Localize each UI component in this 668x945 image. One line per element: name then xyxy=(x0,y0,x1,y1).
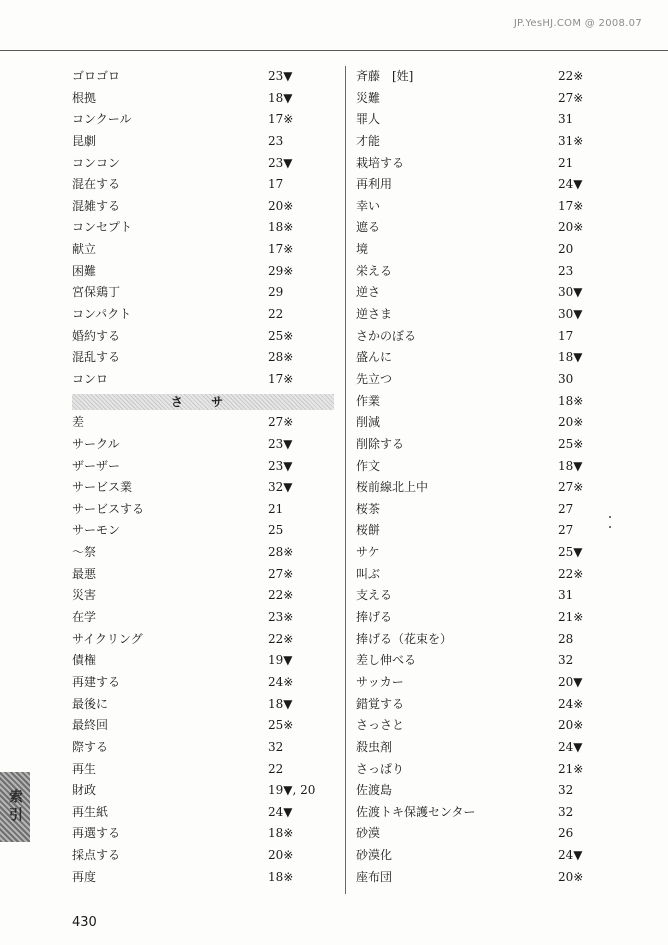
watermark-text: JP.YesHJ.COM @ 2008.07 xyxy=(513,18,642,29)
index-page-ref: 26 xyxy=(558,826,574,841)
index-page-ref: 23▼ xyxy=(268,436,293,451)
index-entry xyxy=(356,239,596,261)
index-page-ref: 29※ xyxy=(268,263,294,278)
index-term: 最終回 xyxy=(72,718,109,733)
index-page-ref: 22※ xyxy=(268,631,294,646)
index-term: さっさと xyxy=(356,718,405,733)
index-entry xyxy=(356,607,596,629)
index-entry xyxy=(72,347,334,369)
index-entry xyxy=(356,629,596,651)
index-entry xyxy=(72,607,334,629)
side-tab-label: 索引 xyxy=(7,789,23,825)
index-term: 栄える xyxy=(356,263,393,278)
index-term: 砂漠化 xyxy=(356,848,393,863)
index-entry xyxy=(356,217,596,239)
index-entry xyxy=(356,391,596,413)
index-term: 桜餅 xyxy=(356,523,381,538)
index-page-ref: 21 xyxy=(268,501,284,516)
column-divider xyxy=(345,66,346,894)
index-term: 再選する xyxy=(72,826,121,841)
index-page-ref: 32▼ xyxy=(268,480,293,495)
index-page-ref: 23 xyxy=(268,133,284,148)
index-entry xyxy=(356,845,596,867)
index-side-tab xyxy=(0,772,30,842)
index-entry xyxy=(356,174,596,196)
index-page-ref: 25※ xyxy=(268,718,294,733)
index-entry xyxy=(356,131,596,153)
index-entry xyxy=(72,282,334,304)
index-entry xyxy=(72,456,334,478)
index-entry xyxy=(72,174,334,196)
index-page-ref: 30▼ xyxy=(558,307,583,322)
index-entry xyxy=(356,499,596,521)
index-entry xyxy=(72,217,334,239)
index-entry xyxy=(72,845,334,867)
index-page-ref: 17※ xyxy=(268,371,294,386)
index-entry xyxy=(72,239,334,261)
index-term: 栽培する xyxy=(356,155,405,170)
top-rule xyxy=(0,50,668,51)
index-page-ref: 25▼ xyxy=(558,545,583,560)
index-term: 宮保鶏丁 xyxy=(72,285,121,300)
index-entry xyxy=(356,196,596,218)
left-entries-before-section xyxy=(72,66,334,391)
index-entry xyxy=(72,867,334,889)
index-page-ref: 24※ xyxy=(268,674,294,689)
index-term: 際する xyxy=(72,739,109,754)
index-page-ref: 23▼ xyxy=(268,155,293,170)
index-term: 財政 xyxy=(72,783,97,798)
index-term: 根拠 xyxy=(72,90,97,105)
right-index-column xyxy=(356,66,596,888)
index-page-ref: 24※ xyxy=(558,696,584,711)
index-entry xyxy=(356,109,596,131)
index-page-ref: 22※ xyxy=(558,69,584,83)
index-page-ref: 23▼ xyxy=(268,69,293,83)
index-term: ゴロゴロ xyxy=(72,69,121,83)
index-entry xyxy=(356,520,596,542)
index-term: 盛んに xyxy=(356,350,393,365)
index-entry xyxy=(72,780,334,802)
index-page-ref: 25※ xyxy=(558,436,584,451)
index-entry xyxy=(356,759,596,781)
index-term: ザーザー xyxy=(72,458,121,473)
index-entry xyxy=(356,369,596,391)
index-term: 婚約する xyxy=(72,328,121,343)
index-term: 境 xyxy=(356,242,369,257)
index-term: 叫ぶ xyxy=(356,566,381,581)
index-page-ref: 32 xyxy=(558,783,574,798)
index-entry xyxy=(356,737,596,759)
index-page-ref: 20※ xyxy=(268,848,294,863)
index-page-ref: 29 xyxy=(268,285,284,300)
index-term: 殺虫剤 xyxy=(356,739,393,754)
index-page-ref: 27※ xyxy=(268,566,294,581)
index-page-ref: 27※ xyxy=(268,415,294,430)
index-term: 先立つ xyxy=(356,371,393,386)
index-entry xyxy=(356,477,596,499)
index-entry xyxy=(356,347,596,369)
index-entry xyxy=(356,867,596,889)
index-page-ref: 32 xyxy=(558,804,574,819)
index-entry xyxy=(72,715,334,737)
index-term: 才能 xyxy=(356,133,381,148)
index-term: 佐渡島 xyxy=(356,783,393,798)
index-page-ref: 18▼ xyxy=(558,350,583,365)
section-heading-sa: さ サ xyxy=(72,394,334,410)
index-page-ref: 24▼ xyxy=(558,177,583,192)
index-entry xyxy=(72,650,334,672)
index-entry xyxy=(356,823,596,845)
index-entry xyxy=(356,412,596,434)
index-page-ref: 20▼ xyxy=(558,674,583,689)
index-page-ref: 24▼ xyxy=(558,848,583,863)
index-term: コンセプト xyxy=(72,220,133,235)
index-term: 再生紙 xyxy=(72,804,109,819)
index-term: サークル xyxy=(72,436,120,451)
index-entry xyxy=(356,261,596,283)
index-page-ref: 22 xyxy=(268,307,284,322)
index-page-ref: 31※ xyxy=(558,133,584,148)
index-entry xyxy=(356,304,596,326)
index-entry xyxy=(72,564,334,586)
index-term: サケ xyxy=(356,545,380,560)
index-term: 差 xyxy=(72,415,85,430)
index-page-ref: 21※ xyxy=(558,761,584,776)
index-entry xyxy=(356,153,596,175)
index-entry xyxy=(72,585,334,607)
index-entry xyxy=(72,153,334,175)
index-page-ref: 32 xyxy=(558,653,574,668)
page-number: 430 xyxy=(72,915,97,930)
index-entry xyxy=(72,109,334,131)
index-page-ref: 24▼ xyxy=(558,739,583,754)
index-entry xyxy=(356,326,596,348)
index-entry xyxy=(356,66,596,88)
index-term: 作文 xyxy=(356,458,381,473)
index-page-ref: 20※ xyxy=(558,869,584,884)
index-page-ref: 18▼ xyxy=(268,90,293,105)
index-entry xyxy=(356,456,596,478)
index-page-ref: 21 xyxy=(558,155,574,170)
index-page-ref: 22※ xyxy=(268,588,294,603)
index-term: 採点する xyxy=(72,848,121,863)
index-entry xyxy=(356,780,596,802)
index-entry xyxy=(72,88,334,110)
index-term: 作業 xyxy=(356,393,381,408)
index-entry xyxy=(72,412,334,434)
index-entry xyxy=(356,650,596,672)
index-entry xyxy=(72,304,334,326)
index-term: サービスする xyxy=(72,501,145,516)
index-term: コンコン xyxy=(72,155,121,170)
index-page-ref: 28※ xyxy=(268,545,294,560)
index-entry xyxy=(72,261,334,283)
index-page-ref: 21※ xyxy=(558,610,584,625)
index-page-ref: 19▼, 20 xyxy=(268,783,316,798)
index-term: 献立 xyxy=(72,242,97,257)
index-term: さかのぼる xyxy=(356,328,417,343)
index-term: 桜茶 xyxy=(356,501,381,516)
index-entry xyxy=(356,802,596,824)
index-page-ref: 18※ xyxy=(268,869,294,884)
index-entry xyxy=(72,66,334,88)
index-term: 差し伸べる xyxy=(356,653,417,668)
index-page-ref: 20※ xyxy=(268,198,294,213)
index-entry xyxy=(72,520,334,542)
index-term: 債権 xyxy=(72,653,97,668)
index-page-ref: 31 xyxy=(558,112,574,127)
index-term: ～祭 xyxy=(72,545,97,560)
index-page-ref: 24▼ xyxy=(268,804,293,819)
index-entry xyxy=(356,715,596,737)
index-entry xyxy=(72,802,334,824)
index-entry xyxy=(72,326,334,348)
index-page-ref: 23※ xyxy=(268,610,294,625)
index-page-ref: 31 xyxy=(558,588,574,603)
index-term: 困難 xyxy=(72,263,97,278)
index-page-ref: 20※ xyxy=(558,220,584,235)
index-page-ref: 27※ xyxy=(558,480,584,495)
index-entry xyxy=(356,672,596,694)
index-page-ref: 22※ xyxy=(558,566,584,581)
index-page-ref: 18▼ xyxy=(558,458,583,473)
print-speck xyxy=(609,516,611,518)
index-page-ref: 23 xyxy=(558,263,574,278)
index-entry xyxy=(356,564,596,586)
index-term: 災難 xyxy=(356,90,381,105)
index-term: 最悪 xyxy=(72,566,97,581)
index-term: コンパクト xyxy=(72,307,132,322)
index-page-ref: 32 xyxy=(268,739,284,754)
index-page-ref: 20※ xyxy=(558,415,584,430)
index-term: 再利用 xyxy=(356,177,393,192)
index-page-ref: 23▼ xyxy=(268,458,293,473)
index-page-ref: 25※ xyxy=(268,328,294,343)
index-term: 混乱する xyxy=(72,350,121,365)
index-entry xyxy=(72,823,334,845)
index-term: 錯覚する xyxy=(356,696,405,711)
index-page-ref: 30 xyxy=(558,371,574,386)
index-term: 最後に xyxy=(72,696,109,711)
index-term: 災害 xyxy=(72,588,97,603)
index-term: 再生 xyxy=(72,761,97,776)
index-entry xyxy=(72,759,334,781)
index-entry xyxy=(356,585,596,607)
index-entry xyxy=(72,499,334,521)
index-term: 捧げる（花束を） xyxy=(356,631,453,646)
index-term: 逆さま xyxy=(356,307,393,322)
index-page-ref: 20※ xyxy=(558,718,584,733)
index-page-ref: 17 xyxy=(558,328,574,343)
index-page-ref: 25 xyxy=(268,523,284,538)
index-term: 在学 xyxy=(72,610,97,625)
index-term: 削除する xyxy=(356,436,405,451)
index-term: 混雑する xyxy=(72,198,121,213)
index-term: 逆さ xyxy=(356,285,381,300)
index-entry xyxy=(72,694,334,716)
index-term: 削減 xyxy=(356,415,381,430)
index-entry xyxy=(72,369,334,391)
index-page-ref: 18※ xyxy=(268,826,294,841)
print-speck xyxy=(609,526,611,528)
index-term: サーモン xyxy=(72,523,121,538)
index-page-ref: 28 xyxy=(558,631,574,646)
index-term: 佐渡トキ保護センター xyxy=(356,804,476,819)
index-entry xyxy=(72,477,334,499)
left-index-column xyxy=(72,66,334,888)
index-entry xyxy=(72,131,334,153)
index-term: サッカー xyxy=(356,674,404,689)
index-term: さっぱり xyxy=(356,761,405,776)
index-entry xyxy=(356,542,596,564)
index-page-ref: 17※ xyxy=(558,198,584,213)
index-term: コンクール xyxy=(72,112,132,127)
index-entry xyxy=(356,282,596,304)
index-term: 砂漠 xyxy=(356,826,381,841)
index-page-ref: 27 xyxy=(558,523,574,538)
index-page-ref: 20 xyxy=(558,242,574,257)
index-page-ref: 28※ xyxy=(268,350,294,365)
index-term: 支える xyxy=(356,588,393,603)
index-page-ref: 19▼ xyxy=(268,653,293,668)
index-page-ref: 27※ xyxy=(558,90,584,105)
index-term: サイクリング xyxy=(72,631,143,646)
index-term: 混在する xyxy=(72,177,121,192)
index-term: 再建する xyxy=(72,674,121,689)
index-entry xyxy=(72,629,334,651)
index-entry xyxy=(356,434,596,456)
index-term: 再度 xyxy=(72,869,97,884)
index-entry xyxy=(356,88,596,110)
index-term: 桜前線北上中 xyxy=(356,480,429,495)
index-term: 座布団 xyxy=(356,869,393,884)
index-term: 昆劇 xyxy=(72,133,97,148)
index-entry xyxy=(356,694,596,716)
right-entries xyxy=(356,66,596,888)
index-page-ref: 30▼ xyxy=(558,285,583,300)
index-term: 幸い xyxy=(356,198,381,213)
index-page-ref: 18※ xyxy=(268,220,294,235)
index-term: 罪人 xyxy=(356,112,381,127)
index-term: 斉藤 [姓] xyxy=(356,69,414,83)
index-page-ref: 17※ xyxy=(268,242,294,257)
index-page-ref: 18▼ xyxy=(268,696,293,711)
index-term: コンロ xyxy=(72,371,109,386)
left-entries-after-section xyxy=(72,412,334,888)
index-entry xyxy=(72,196,334,218)
index-entry xyxy=(72,434,334,456)
index-page-ref: 22 xyxy=(268,761,284,776)
index-entry xyxy=(72,737,334,759)
index-term: 遮る xyxy=(356,220,381,235)
index-page-ref: 17 xyxy=(268,177,284,192)
index-page-ref: 27 xyxy=(558,501,574,516)
index-page-ref: 17※ xyxy=(268,112,294,127)
index-entry xyxy=(72,672,334,694)
index-page-ref: 18※ xyxy=(558,393,584,408)
index-entry xyxy=(72,542,334,564)
index-term: 捧げる xyxy=(356,610,393,625)
index-term: サービス業 xyxy=(72,480,133,495)
